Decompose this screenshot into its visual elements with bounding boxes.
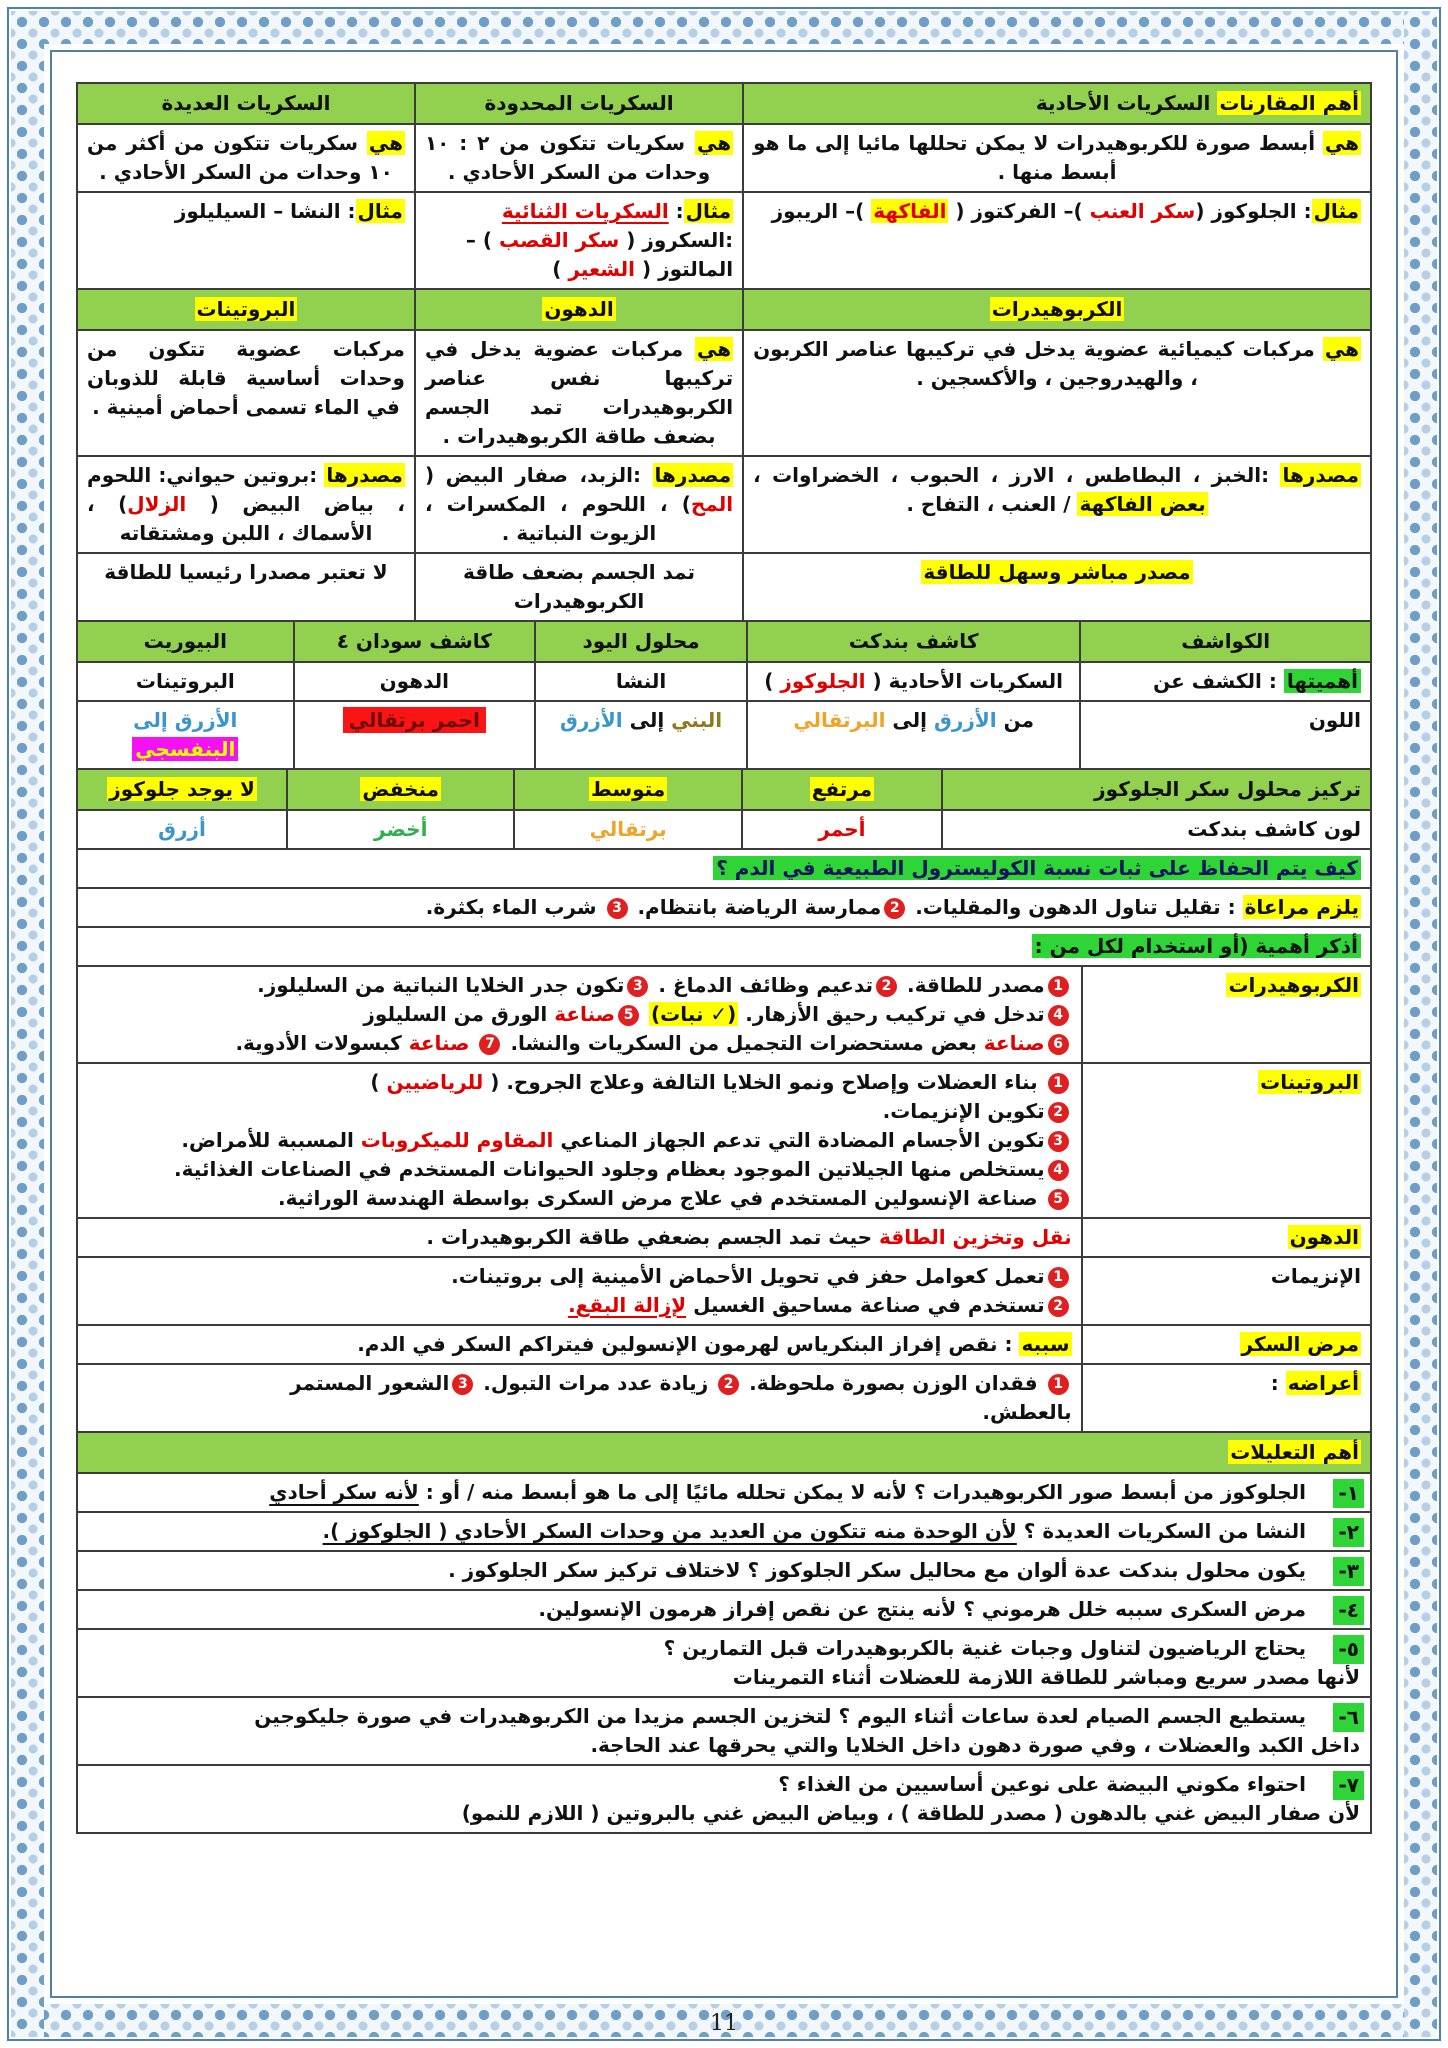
reason-line: داخل الكبد والعضلات ، وفي صورة دهون داخل الخلايا والتي يحرقها عند الحاجة. [590,1733,1360,1757]
header-benedict: كاشف بندكت [746,622,1079,661]
reason-text [88,1478,1360,1507]
header-sudan4: كاشف سودان ٤ [293,622,535,661]
importance-line: 1تعمل كعوامل حفز في تحويل الأحماض الأمينية إلى بروتينات. [87,1262,1072,1291]
header-monosaccharides-text: أهم المقارنات السكريات الأحادية [1035,91,1359,115]
carbohydrates-sources: مصدرها :الخبز ، البطاطس ، الارز ، الحبوب ، الخضراوات ، بعض الفاكهة / العنب ، التفاح . [742,457,1370,552]
header-low-text: منخفض [362,777,440,801]
biuret-detects: البروتينات [135,669,235,693]
page-content [76,82,1372,1834]
cholesterol-section [76,850,1372,967]
header-oligosaccharides: السكريات المحدودة [414,84,742,123]
reason-text [88,1702,1360,1760]
reagents-table [76,622,1372,770]
table-header-row [78,290,1370,331]
sources-row [78,457,1370,554]
reason-number: ٥- [1333,1635,1364,1664]
diabetes-symptoms [78,1365,1081,1431]
header-carbohydrates [742,290,1370,329]
proteins-definition: مركبات عضوية تتكون من وحدات أساسية قابلة للذوبان في الماء تسمى أحماض أمينية . [87,337,405,419]
example-row [78,193,1370,288]
iodine-color: البني إلى الأزرق [534,702,746,768]
reason-item-3 [78,1552,1370,1591]
ornamental-border-left [11,11,44,2037]
biuret-color: الأزرق إلى البنفسجي [133,708,238,761]
reason-number: ٦- [1333,1703,1364,1732]
result-none [78,811,286,848]
reason-line: مرض السكرى سببه خلل هرموني ؟ لأنه ينتج عن نقص إفراز هرمون الإنسولين. [538,1597,1306,1621]
header-polysaccharides: السكريات العديدة [78,84,414,123]
explanations-title-text: أهم التعليلات [1230,1440,1359,1464]
reason-number: ٣- [1333,1557,1364,1586]
explanations-title [78,1433,1370,1472]
carbohydrates-energy: مصدر مباشر وسهل للطاقة [742,554,1370,620]
result-low-text: أخضر [374,817,428,841]
ornamental-border-top [11,11,1437,44]
oligosaccharides-example: مثال: السكريات الثنائية :السكروز ( سكر القصب ) – المالتوز ( الشعير ) [414,193,742,288]
reason-item-5 [78,1630,1370,1698]
proteins-label-text: البروتينات [1260,1070,1359,1094]
glucose-concentration-table [76,770,1372,850]
proteins-importance-row [78,1064,1370,1219]
importance-table [76,967,1372,1433]
reason-text [88,1517,1360,1546]
header-medium-text: متوسط [591,777,666,801]
header-carbohydrates-text: الكربوهيدرات [991,297,1123,321]
table-header-row [78,622,1370,663]
cholesterol-question-row [78,850,1370,889]
carbohydrates-importance [78,967,1081,1062]
ornamental-border-right [1404,11,1437,2037]
result-high-text: أحمر [818,817,866,841]
reason-line: لأن صفار البيض غني بالدهون ( مصدر للطاقة ) ، وبياض البيض غني بالبروتين ( اللازم للنمو) [461,1801,1360,1825]
symptoms-label: أعراضه : [1081,1365,1370,1431]
result-low [286,811,513,848]
header-fats [414,290,742,329]
reason-number: ٤- [1333,1596,1364,1625]
header-proteins [78,290,414,329]
importance-line: 1مصدر للطاقة. 2تدعيم وظائف الدماغ . 3تكون جدر الخلايا النباتية من السليلوز. [87,971,1072,1000]
importance-line: 5 صناعة الإنسولين المستخدم في علاج مرض السكرى بواسطة الهندسة الوراثية. [87,1184,1072,1213]
reason-item-4 [78,1591,1370,1630]
explanations-title-row [78,1433,1370,1472]
header-no-glucose [78,770,286,809]
monosaccharides-example: مثال: الجلوكوز (سكر العنب )– الفركتوز ( الفاكهة )– الريبوز [742,193,1370,288]
header-high-text: مرتفع [811,777,873,801]
fats-importance-row [78,1219,1370,1258]
reason-text [88,1634,1360,1692]
header-proteins-text: البروتينات [196,297,296,321]
importance-title-text: أذكر أهمية (أو استخدام لكل من : [1032,934,1361,958]
color-label: اللون [1079,702,1370,768]
fats-sources: مصدرها :الزبد، صفار البيض ( المح) ، اللحوم ، المكسرات ، الزيوت النباتية . [414,457,742,552]
diabetes-cause: سببه : نقص إفراز البنكرياس لهرمون الإنسولين فيتراكم السكر في الدم. [357,1332,1070,1356]
result-medium-text: برتقالي [589,817,667,841]
reason-line: يكون محلول بندكت عدة ألوان مع محاليل سكر الجلوكوز ؟ لاختلاف تركيز سكر الجلوكوز . [448,1558,1306,1582]
macronutrients-table [76,290,1372,622]
diabetes-label [1081,1326,1370,1363]
reason-item-7 [78,1766,1370,1832]
header-biuret: البيوريت [78,622,292,661]
fats-importance [78,1219,1081,1256]
carbohydrates-label-text: الكربوهيدرات [1228,973,1359,997]
benedict-result-row [78,811,1370,848]
polysaccharides-definition: هي سكريات تتكون من أكثر من ١٠ وحدات من السكر الأحادي . [87,131,403,184]
reason-text [88,1595,1360,1624]
reason-text [88,1770,1360,1828]
table-header-row [78,84,1370,125]
header-reagents: الكواشف [1079,622,1370,661]
reason-item-2 [78,1513,1370,1552]
importance-line: 4يستخلص منها الجيلاتين الموجود بعظام وجلود الحيوانات المستخدم في الصناعات الغذائية. [87,1155,1072,1184]
header-low [286,770,513,809]
explanations-list [76,1474,1372,1834]
polysaccharides-example: مثال: النشا – السيليلوز [174,199,403,223]
sudan-detects: الدهون [293,663,535,700]
fats-energy: تمد الجسم بضعف طاقة الكربوهيدرات [414,554,742,620]
importance-line: 6صناعة بعض مستحضرات التجميل من السكريات والنشا. 7 صناعة كبسولات الأدوية. [87,1029,1072,1058]
color-row [78,702,1370,768]
result-high [741,811,941,848]
reason-item-1 [78,1474,1370,1513]
enzymes-label: الإنزيمات [1081,1258,1370,1324]
importance-line: نقل وتخزين الطاقة حيث تمد الجسم بضعفي طاقة الكربوهيدرات . [426,1225,1072,1249]
symptoms-line: بالعطش. [982,1400,1072,1424]
importance-title [78,928,1370,965]
cholesterol-question-text: كيف يتم الحفاظ على ثبات نسبة الكوليسترول الطبيعية في الدم ؟ [713,856,1361,880]
iodine-detects: النشا [534,663,746,700]
result-medium [513,811,740,848]
result-none-text: أزرق [158,817,206,841]
proteins-energy: لا تعتبر مصدرا رئيسيا للطاقة [104,560,388,584]
detects-label: أهميتها : الكشف عن [1079,663,1370,700]
diabetes-symptoms-row [78,1365,1370,1431]
oligosaccharides-definition: هي سكريات تتكون من ٢ : ١٠ وحدات من السكر الأحادي . [414,125,742,191]
importance-line: 2تستخدم في صناعة مساحيق الغسيل لإزالة البقع. [87,1291,1072,1320]
detects-row [78,663,1370,702]
reason-item-6 [78,1698,1370,1766]
diabetes-cause-row [78,1326,1370,1365]
enzymes-importance-row [78,1258,1370,1326]
proteins-sources: مصدرها :بروتين حيواني: اللحوم ، بياض البيض ( الزلال) ، الأسماك ، اللبن ومشتقاته [87,463,405,545]
cholesterol-answer-row [78,889,1370,928]
header-fats-text: الدهون [544,297,614,321]
header-medium [513,770,740,809]
enzymes-importance [78,1258,1081,1324]
cholesterol-answer: يلزم مراعاة : تقليل تناول الدهون والمقليات. 2ممارسة الرياضة بانتظام. 3 شرب الماء بكثرة. [425,895,1359,919]
reason-number: ٧- [1333,1771,1364,1800]
header-no-glucose-text: لا يوجد جلوكوز [109,777,255,801]
importance-line: 2تكوين الإنزيمات. [87,1097,1072,1126]
symptoms-line: 1 فقدان الوزن بصورة ملحوظة. 2 زيادة عدد مرات التبول. 3الشعور المستمر [87,1369,1072,1398]
reason-number: ٢- [1333,1518,1364,1547]
reason-line: يستطيع الجسم الصيام لعدة ساعات أثناء اليوم ؟ لتخزين الجسم مزيدا من الكربوهيدرات في صورة جليكوجين [254,1704,1306,1728]
reason-line: لأنها مصدر سريع ومباشر للطاقة اللازمة للعضلات أثناء التمرينات [732,1665,1360,1689]
fats-label-text: الدهون [1289,1225,1359,1249]
reason-line: النشا من السكريات العديدة ؟ لأن الوحدة منه تتكون من العديد من وحدات السكر الأحادي ( الجلوكوز ). [322,1519,1306,1543]
reason-line: يحتاج الرياضيون لتناول وجبات غنية بالكربوهيدرات قبل التمارين ؟ [663,1636,1306,1660]
page-number: 11 [710,2011,738,2036]
benedict-color: من الأزرق إلى البرتقالي [746,702,1079,768]
reason-line: احتواء مكوني البيضة على نوعين أساسيين من الغذاء ؟ [778,1772,1306,1796]
benedict-color-label: لون كاشف بندكت [941,811,1370,848]
energy-row [78,554,1370,620]
header-iodine: محلول اليود [534,622,746,661]
sugar-types-table [76,82,1372,290]
importance-line: 1 بناء العضلات وإصلاح ونمو الخلايا التالفة وعلاج الجروح. ( للرياضيين ) [87,1068,1072,1097]
reason-text [88,1556,1360,1585]
carbohydrates-importance-row [78,967,1370,1064]
proteins-importance [78,1064,1081,1217]
definition-row [78,125,1370,193]
fats-definition: هي مركبات عضوية يدخل في تركيبها نفس عناصر الكربوهيدرات تمد الجسم بضعف طاقة الكربوهيدرات . [414,331,742,455]
monosaccharides-definition: هي أبسط صورة للكربوهيدرات لا يمكن تحللها مائيا إلى ما هو أبسط منها . [742,125,1370,191]
reason-number: ١- [1333,1479,1364,1508]
explanations-title-bar [76,1433,1372,1474]
header-high [741,770,941,809]
reason-line: الجلوكوز من أبسط صور الكربوهيدرات ؟ لأنه لا يمكن تحلله مائيًا إلى ما هو أبسط منه / أو : لأنه سكر أحادي [269,1480,1306,1504]
definition-row [78,331,1370,457]
importance-title-row [78,928,1370,965]
proteins-label [1081,1064,1370,1217]
carbohydrates-label [1081,967,1370,1062]
importance-line: 3تكوين الأجسام المضادة التي تدعم الجهاز المناعي المقاوم للميكروبات المسببة للأمراض. [87,1126,1072,1155]
fats-label [1081,1219,1370,1256]
benedict-detects: السكريات الأحادية ( الجلوكوز ) [746,663,1079,700]
diabetes-label-text: مرض السكر [1241,1332,1359,1356]
carbohydrates-definition: هي مركبات كيميائية عضوية يدخل في تركيبها عناصر الكربون ، والهيدروجين ، والأكسجين . [742,331,1370,455]
importance-line: 4تدخل في تركيب رحيق الأزهار. (✓ نبات) 5صناعة الورق من السليلوز [87,1000,1072,1029]
header-monosaccharides [742,84,1370,123]
sudan-color: احمر برتقالي [293,702,535,768]
header-glucose-concentration: تركيز محلول سكر الجلوكوز [941,770,1370,809]
cholesterol-question [78,850,1370,887]
table-header-row [78,770,1370,811]
